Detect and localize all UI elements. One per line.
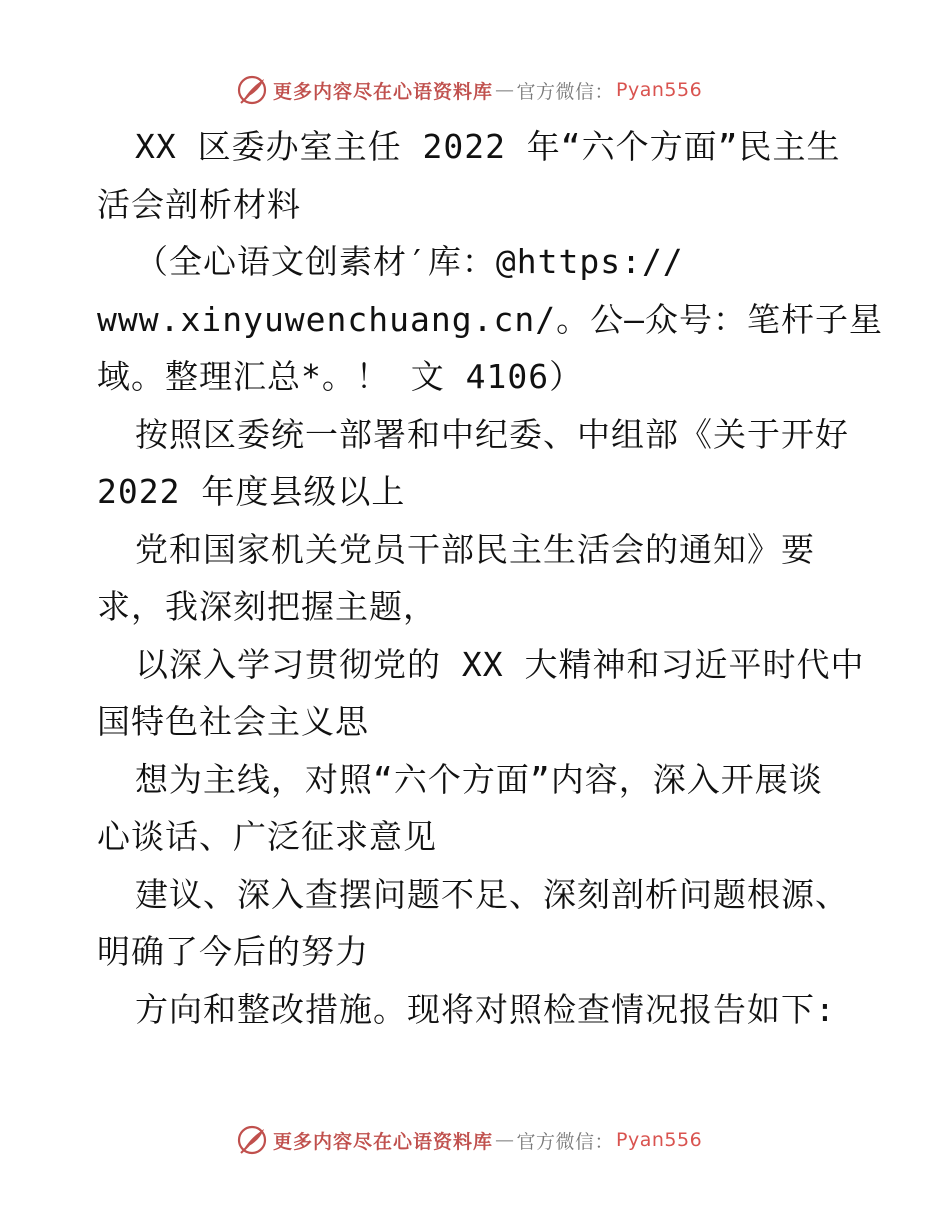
paragraph-line: 明确了今后的努力 [97,932,369,971]
watermark-official-label: 官方微信： [516,80,615,103]
watermark-official-label: 官方微信： [516,1130,615,1153]
paragraph-line: 2022 年度县级以上 [97,472,406,511]
watermark-wechat-id: Pyan556 [616,79,703,101]
document-title-line-2: 活会剖析材料 [97,184,301,224]
footer-watermark [235,1122,795,1158]
header-watermark [235,72,795,108]
feather-pen-logo-icon [235,73,269,107]
document-title-line-1: XX 区委办室主任 2022 年“六个方面”民主生 [135,127,841,166]
watermark-wechat-id: Pyan556 [616,1129,703,1151]
watermark-brand-text: 更多内容尽在心语资料库 [273,80,494,103]
paragraph-line: 方向和整改措施。现将对照检查情况报告如下: [135,989,836,1029]
watermark-dash: — [495,1129,515,1151]
paragraph-line: 求，我深刻把握主题， [97,587,437,626]
document-body [97,118,883,1038]
source-note-line-1: （全心语文创素材′库：@https:// [135,242,684,281]
watermark-brand-text: 更多内容尽在心语资料库 [273,1130,494,1153]
paragraph-line: 以深入学习贯彻党的 XX 大精神和习近平时代中 [135,644,865,684]
source-note-line-3: 域。整理汇总*。！ 文 4106） [97,357,584,396]
paragraph-line: 心谈话、广泛征求意见 [97,817,437,856]
feather-pen-logo-icon [235,1123,269,1157]
paragraph-line: 国特色社会主义思 [97,702,369,741]
paragraph-line: 建议、深入查摆问题不足、深刻剖析问题根源、 [135,874,849,914]
paragraph-line: 按照区委统一部署和中纪委、中组部《关于开好 [135,414,849,454]
paragraph-line: 想为主线，对照“六个方面”内容，深入开展谈 [135,759,823,799]
source-note-line-2: www.xinyuwenchuang.cn/。公—众号：笔杆子星 [97,299,883,339]
paragraph-line: 党和国家机关党员干部民主生活会的通知》要 [135,529,815,569]
watermark-dash: — [495,79,515,101]
